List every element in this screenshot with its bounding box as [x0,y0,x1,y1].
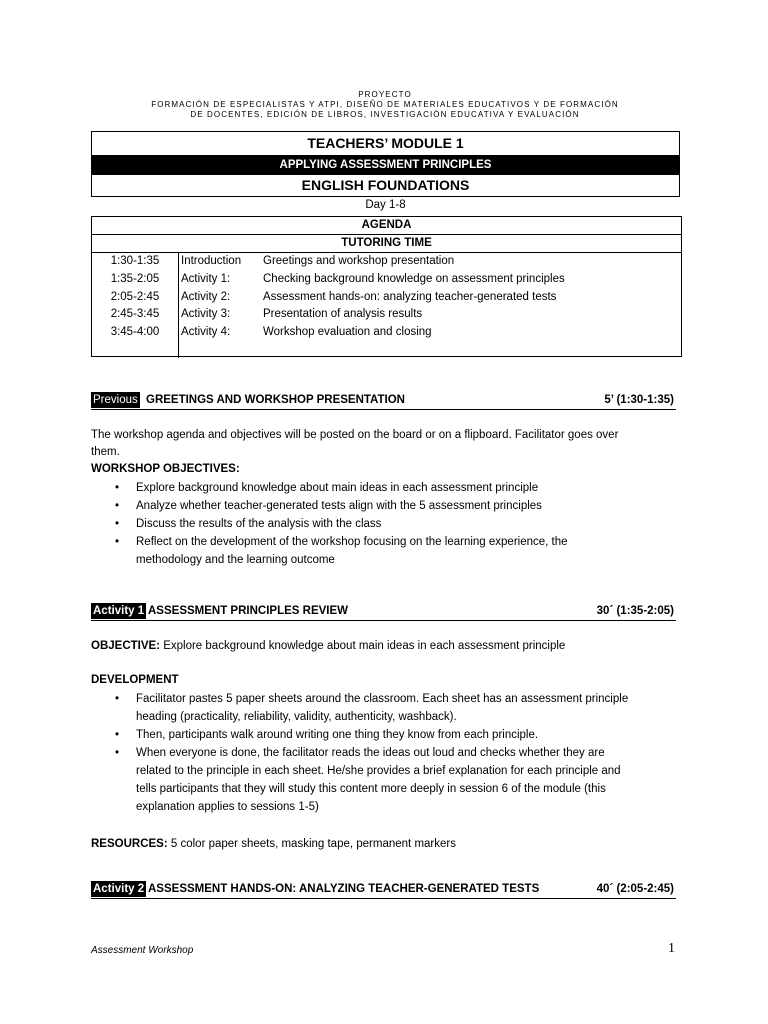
list-item-continuation: heading (practicality, reliability, validity, authenticity, washback). [136,711,457,723]
agenda-row [92,306,681,323]
objective-label: OBJECTIVE: [91,640,161,652]
resources-text: 5 color paper sheets, masking tape, permanent markers [167,838,456,850]
objective-text: Explore background knowledge about main ideas in each assessment principle [160,640,566,652]
section-tag-activity1: Activity 1 [93,605,145,617]
agenda-time: 2:45-3:45 [110,308,160,320]
list-item-continuation: tells participants that they will study this content more deeply in session 6 of the module (this [136,783,606,795]
section-title: GREETINGS AND WORKSHOP PRESENTATION [146,394,405,406]
agenda-description: Checking background knowledge on assessment principles [263,273,565,285]
list-item: • Facilitator pastes 5 paper sheets around the classroom. Each sheet has an assessment principle [115,693,629,705]
footer-label: Assessment Workshop [91,945,194,956]
intro-line-1: The workshop agenda and objectives will be posted on the board or on a flipboard. Facilitator goes over [91,429,619,441]
agenda-row [92,324,681,341]
course-title: ENGLISH FOUNDATIONS [301,177,470,193]
agenda-activity: Activity 4: [181,326,231,338]
list-item: • Reflect on the development of the workshop focusing on the learning experience, the [115,536,568,548]
section-time: 40´ (2:05-2:45) [596,883,674,895]
objective-line [91,638,565,655]
project-header-line1: PROYECTO [358,90,412,99]
agenda-activity: Activity 2: [181,291,231,303]
agenda-time: 3:45-4:00 [110,326,160,338]
agenda-description: Workshop evaluation and closing [263,326,432,338]
project-header-line2: FORMACIÓN DE ESPECIALISTAS Y ATPI, DISEÑO DE MATERIALES EDUCATIVOS Y DE FORMACIÓN [151,100,619,109]
agenda-time: 2:05-2:45 [110,291,160,303]
section-activity1-heading [91,602,676,621]
agenda-activity: Activity 1: [181,273,231,285]
section-tag-activity2: Activity 2 [93,883,145,895]
module-title: TEACHERS’ MODULE 1 [307,135,464,151]
objectives-heading: WORKSHOP OBJECTIVES: [91,463,240,475]
agenda-description: Greetings and workshop presentation [263,255,455,267]
agenda-description: Presentation of analysis results [263,308,423,320]
agenda-description: Assessment hands-on: analyzing teacher-generated tests [263,291,557,303]
section-title: ASSESSMENT HANDS-ON: ANALYZING TEACHER-GENERATED TESTS [148,883,540,895]
module-title-box [91,131,680,197]
list-item-continuation: related to the principle in each sheet. He/she provides a brief explanation for each principle and [136,765,621,777]
agenda-time: 1:35-2:05 [110,273,160,285]
agenda-activity: Introduction [181,255,242,267]
section-title: ASSESSMENT PRINCIPLES REVIEW [148,605,349,617]
day-range: Day 1-8 [365,199,406,211]
agenda-body [92,253,681,358]
section-time: 30´ (1:35-2:05) [596,605,674,617]
section-previous-heading [91,391,676,410]
agenda-row [92,271,681,288]
list-item-continuation: explanation applies to sessions 1-5) [136,801,319,813]
agenda-activity: Activity 3: [181,308,231,320]
page-number: 1 [668,941,675,956]
intro-line-2: them. [91,446,120,458]
module-subtitle: APPLYING ASSESSMENT PRINCIPLES [92,155,679,175]
list-item: • When everyone is done, the facilitator reads the ideas out loud and checks whether they are [115,747,605,759]
project-header-line3: DE DOCENTES, EDICIÓN DE LIBROS, INVESTIGACIÓN EDUCATIVA Y EVALUACIÓN [190,110,580,119]
resources-label: RESOURCES: [91,838,168,850]
list-item-continuation: methodology and the learning outcome [136,554,335,566]
agenda-time: 1:30-1:35 [110,255,160,267]
agenda-table [91,216,682,357]
section-tag-previous: Previous [93,394,138,406]
list-item: • Then, participants walk around writing one thing they know from each principle. [115,729,539,741]
list-item: • Explore background knowledge about main ideas in each assessment principle [115,482,539,494]
resources-line [91,836,456,853]
agenda-row [92,289,681,306]
development-list [91,690,681,816]
agenda-subheading: TUTORING TIME [92,235,681,253]
agenda-heading: AGENDA [92,217,681,235]
agenda-row [92,253,681,270]
section-time: 5’ (1:30-1:35) [604,394,674,406]
section-activity2-heading [91,880,676,899]
development-heading: DEVELOPMENT [91,674,179,686]
objectives-list [91,479,681,569]
list-item: • Analyze whether teacher-generated tests align with the 5 assessment principles [115,500,542,512]
list-item: • Discuss the results of the analysis with the class [115,518,382,530]
